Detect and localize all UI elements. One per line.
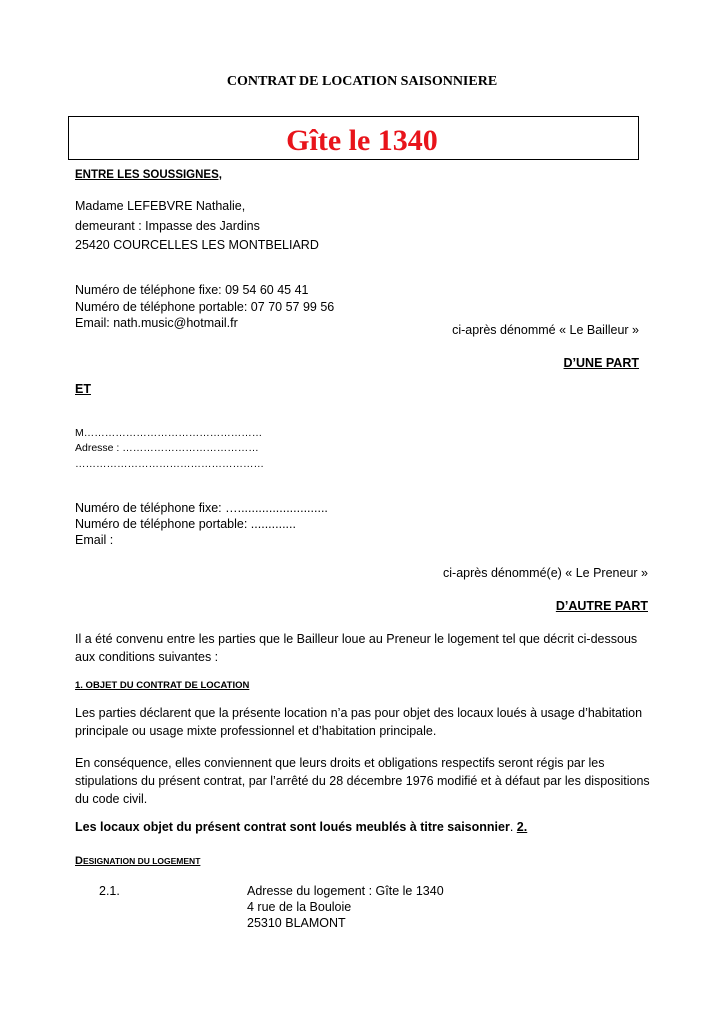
section-2-heading bbox=[75, 853, 200, 869]
and-label: ET bbox=[75, 382, 91, 396]
lodging-address-city: 25310 BLAMONT bbox=[247, 916, 346, 930]
section-2-number: 2. bbox=[516, 820, 528, 834]
section-1-paragraph-3 bbox=[75, 820, 527, 836]
bailleur-name: Madame LEFEBVRE Nathalie, bbox=[75, 199, 246, 213]
parties-heading: ENTRE LES SOUSSIGNES, bbox=[75, 169, 222, 181]
bailleur-part-label: D’UNE PART bbox=[563, 356, 639, 370]
bailleur-phone-mobile: Numéro de téléphone portable: 07 70 57 99 56 bbox=[75, 300, 335, 314]
bailleur-address-street: demeurant : Impasse des Jardins bbox=[75, 219, 260, 233]
section-2-heading-initial: D bbox=[75, 855, 83, 867]
bailleur-phone-fixed: Numéro de téléphone fixe: 09 54 60 45 41 bbox=[75, 283, 309, 297]
lodging-address-label: Adresse du logement : Gîte le 1340 bbox=[247, 884, 444, 898]
preneur-address-field-2: ……………………………………………… bbox=[75, 458, 264, 470]
section-1-paragraph-1: Les parties déclarent que la présente location n’a pas pour objet des locaux loués à usage d’habitation principale ou usage mixte professionnel et d’habitation principale. bbox=[75, 706, 643, 738]
preneur-designation: ci-après dénommé(e) « Le Preneur » bbox=[443, 566, 648, 580]
item-2-1-number: 2.1. bbox=[99, 884, 120, 898]
document-title: CONTRAT DE LOCATION SAISONNIERE bbox=[226, 74, 498, 89]
preneur-part-label: D’AUTRE PART bbox=[555, 599, 648, 613]
intro-paragraph: Il a été convenu entre les parties que le Bailleur loue au Preneur le logement tel que décrit ci-dessous aux conditions suivantes : bbox=[75, 632, 638, 664]
preneur-address-field: Adresse : ………………………………… bbox=[75, 442, 259, 454]
preneur-name-field: M…………………………………………… bbox=[75, 427, 263, 439]
section-1-paragraph-2: En conséquence, elles conviennent que leurs droits et obligations respectifs seront régis par les stipulations du présent contrat, par l’arrêté du 28 décembre 1976 modifié et à défaut par les dispositions du code civil. bbox=[75, 756, 650, 806]
preneur-email: Email : bbox=[75, 533, 114, 547]
bailleur-email: Email: nath.music@hotmail.fr bbox=[75, 316, 238, 330]
gite-name: Gîte le 1340 bbox=[286, 124, 438, 157]
preneur-phone-fixed: Numéro de téléphone fixe: ….......................... bbox=[75, 501, 328, 515]
preneur-phone-mobile: Numéro de téléphone portable: ............. bbox=[75, 517, 296, 531]
furnished-seasonal-statement: Les locaux objet du présent contrat sont loués meublés à titre saisonnier bbox=[75, 820, 510, 834]
statement-period: . bbox=[509, 820, 514, 834]
section-2-heading-rest: ESIGNATION DU LOGEMENT bbox=[82, 856, 201, 866]
lodging-address-street: 4 rue de la Bouloie bbox=[247, 900, 352, 914]
bailleur-address-city: 25420 COURCELLES LES MONTBELIARD bbox=[75, 238, 319, 252]
bailleur-designation: ci-après dénommé « Le Bailleur » bbox=[452, 323, 639, 337]
section-1-heading: 1. OBJET DU CONTRAT DE LOCATION bbox=[75, 680, 250, 691]
